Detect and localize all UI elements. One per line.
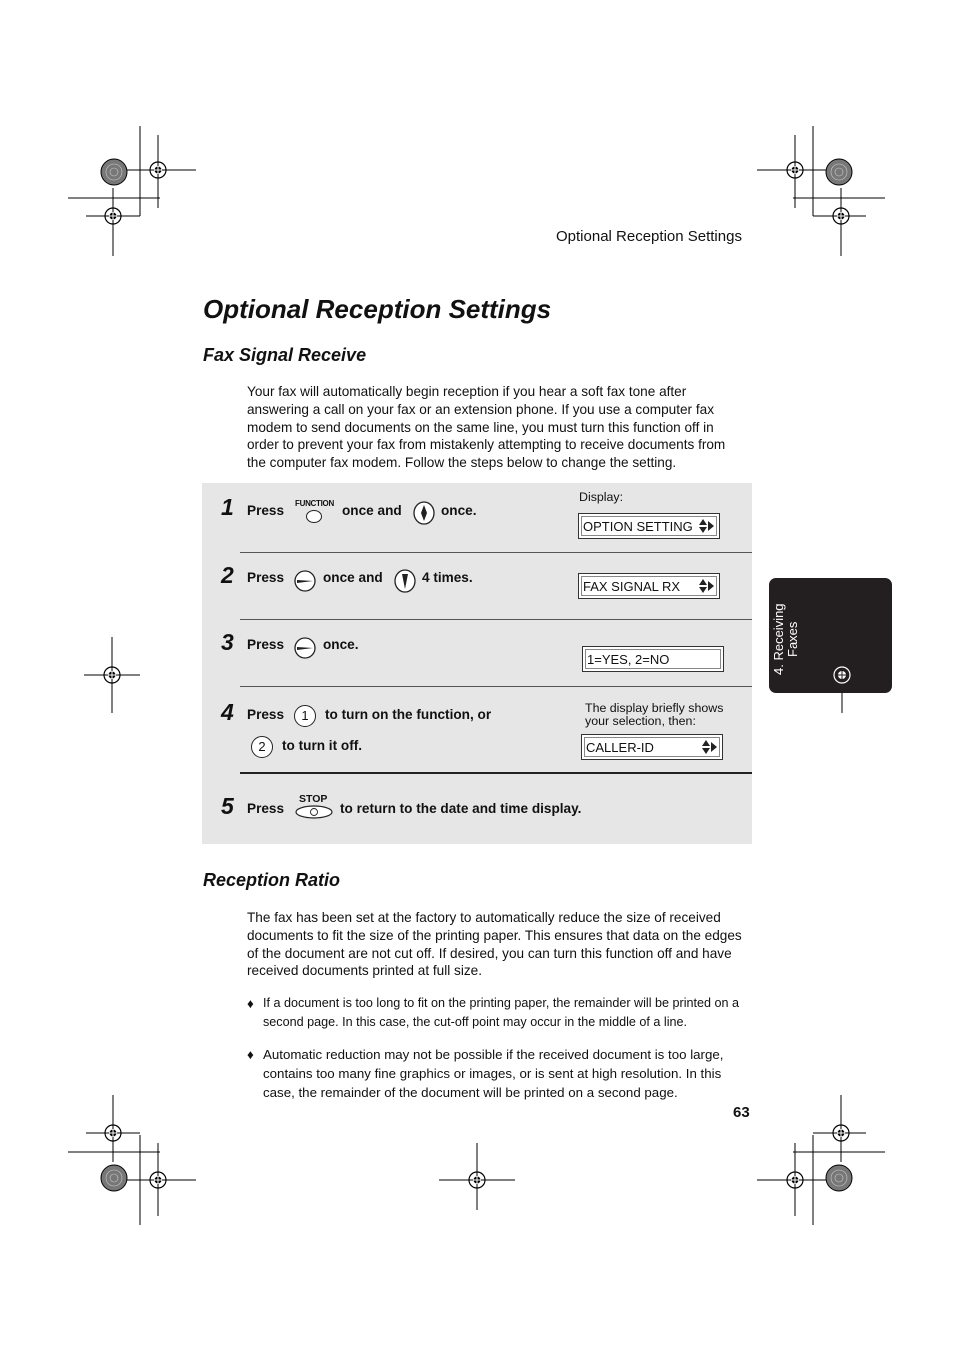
step-number: 2 — [221, 562, 234, 588]
chapter-tab-label — [772, 603, 800, 675]
right-arrow-key-icon — [294, 570, 316, 592]
step-divider — [240, 772, 752, 774]
step-number: 4 — [221, 699, 234, 725]
up-down-arrows-icon — [697, 578, 715, 594]
section-heading-fax-signal-receive: Fax Signal Receive — [203, 345, 367, 365]
page-number: 63 — [733, 1104, 750, 1121]
lcd-display — [578, 513, 720, 539]
step-text: Press — [247, 637, 285, 652]
step-text: 4 times. — [422, 570, 473, 585]
step-text: once and — [342, 503, 402, 518]
key-1-icon: 1 — [294, 705, 316, 727]
step-divider — [240, 619, 752, 620]
lcd-text: FAX SIGNAL RX — [583, 579, 681, 594]
stop-key-icon — [295, 805, 333, 819]
bullet-item — [247, 994, 742, 1032]
chapter-tab-line1: 4. Receiving — [771, 603, 786, 675]
lcd-text: 1=YES, 2=NO — [587, 652, 670, 667]
bullet-text: If a document is too long to fit on the printing paper, the remainder will be printed on a second page. In this case, the cut-off point may occur in the middle of a line. — [263, 996, 740, 1029]
bullet-diamond-icon: ♦ — [247, 996, 254, 1011]
reception-ratio-paragraph: The fax has been set at the factory to automatically reduce the size of received documents to fit the size of the printing paper. This ensures that data on the edges of the document are not cut off. If desired, you can turn this function off and have received documents printed at full size. — [247, 910, 742, 979]
step-text: to turn it off. — [282, 738, 363, 753]
up-arrow-key-icon — [413, 501, 435, 525]
step-text: Press — [247, 801, 285, 816]
display-note: The display briefly shows your selection, then: — [585, 701, 724, 728]
step-text: Press — [247, 707, 285, 722]
lcd-display — [582, 646, 724, 672]
lcd-text: CALLER-ID — [586, 740, 654, 755]
lcd-display — [581, 734, 723, 760]
key-2-icon: 2 — [251, 736, 273, 758]
step-divider — [240, 552, 752, 553]
step-text: once. — [323, 637, 359, 652]
up-down-arrows-icon — [700, 739, 718, 755]
step-text: Press — [247, 570, 285, 585]
tab-registration-mark — [826, 659, 858, 691]
running-header: Optional Reception Settings — [556, 228, 742, 245]
step-number: 3 — [221, 629, 234, 655]
chapter-tab-line2: Faxes — [785, 621, 800, 657]
step-text: to return to the date and time display. — [340, 801, 582, 816]
step-text: once. — [441, 503, 477, 518]
step-text: once and — [323, 570, 383, 585]
step-number: 5 — [221, 793, 234, 819]
lcd-display — [578, 573, 720, 599]
bullet-item — [247, 1045, 742, 1102]
bullet-text: Automatic reduction may not be possible if the received document is too large, contains too many fine graphics or images, or is sent at high resolution. In this case, the remainder of the document will be printed on a second page. — [263, 1047, 724, 1100]
section-heading-reception-ratio: Reception Ratio — [203, 870, 341, 890]
steps-panel — [202, 483, 752, 844]
step-divider — [240, 686, 752, 687]
lcd-text: OPTION SETTING — [583, 519, 693, 534]
function-key-icon — [306, 510, 322, 523]
step-number: 1 — [221, 494, 234, 520]
step-text: to turn on the function, or — [325, 707, 492, 722]
down-arrow-key-icon — [394, 569, 416, 593]
stop-key-label: STOP — [299, 793, 328, 805]
bullet-diamond-icon: ♦ — [247, 1047, 254, 1062]
right-arrow-key-icon — [294, 637, 316, 659]
step-text: Press — [247, 503, 285, 518]
intro-paragraph: Your fax will automatically begin reception if you hear a soft fax tone after answering a call on your fax or an extension phone. If you use a computer fax modem to send documents on the same line, you must turn this function off in order to prevent your fax from mistakenly attempting to receive documents from the computer fax modem. Follow the steps below to change the setting. — [247, 384, 726, 471]
display-label: Display: — [579, 490, 624, 504]
function-key-label: FUNCTION — [295, 499, 334, 508]
up-down-arrows-icon — [697, 518, 715, 534]
page-title: Optional Reception Settings — [203, 294, 552, 324]
